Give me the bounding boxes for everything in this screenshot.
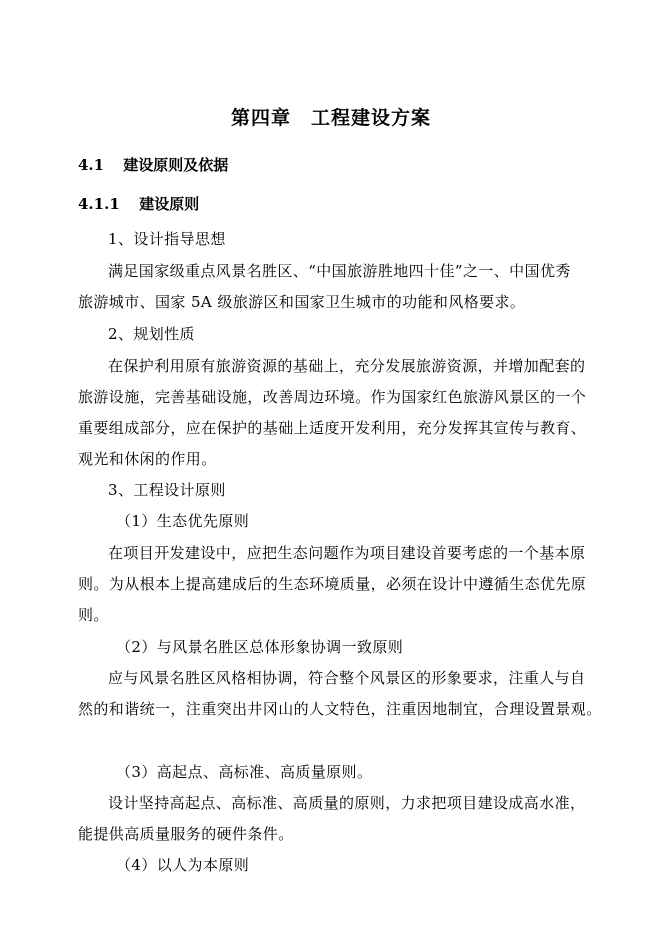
- paragraph-line: 重要组成部分，应在保护的基础上适度开发利用，充分发挥其宣传与教育、: [78, 419, 587, 437]
- paragraph-line: 设计坚持高起点、高标准、高质量的原则，力求把项目建设成高水准，: [108, 794, 586, 812]
- paragraph-line: 然的和谐统一，注重突出井冈山的人文特色，注重因地制宜，合理设置景观。: [78, 700, 602, 718]
- subheading-planning-nature: 2、规划性质: [108, 325, 195, 343]
- section-number: 4.1.1: [78, 195, 120, 213]
- chapter-title: 第四章 工程建设方案: [230, 107, 431, 129]
- paragraph-line: 满足国家级重点风景名胜区、“中国旅游胜地四十佳”之一、中国优秀: [108, 262, 571, 280]
- paragraph-line: 在项目开发建设中，应把生态问题作为项目建设首要考虑的一个基本原: [108, 544, 586, 562]
- paragraph-line: 应与风景名胜区风格相协调，符合整个风景区的形象要求，注重人与自: [108, 669, 586, 687]
- subheading-people-oriented: （4）以人为本原则: [116, 856, 250, 874]
- section-heading-4-1-1: [78, 194, 199, 214]
- subheading-engineering-principles: 3、工程设计原则: [108, 481, 226, 499]
- paragraph-line: 观光和休闲的作用。: [78, 450, 217, 468]
- subheading-scenic-coordination: （2）与风景名胜区总体形象协调一致原则: [116, 638, 404, 656]
- section-title: 建设原则: [139, 195, 200, 213]
- paragraph-line: 在保护利用原有旅游资源的基础上，充分发展旅游资源，并增加配套的: [108, 357, 586, 375]
- subheading-high-standard: （3）高起点、高标准、高质量原则。: [116, 763, 373, 781]
- subheading-ecology-first: （1）生态优先原则: [116, 512, 250, 530]
- section-number: 4.1: [78, 156, 105, 174]
- subheading-design-guideline: 1、设计指导思想: [108, 230, 226, 248]
- section-heading-4-1: [78, 155, 228, 175]
- paragraph-line: 能提供高质量服务的硬件条件。: [78, 825, 294, 843]
- paragraph-line: 则。为从根本上提高建成后的生态环境质量，必须在设计中遵循生态优先原: [78, 575, 587, 593]
- paragraph-line: 旅游设施，完善基础设施，改善周边环境。作为国家红色旅游风景区的一个: [78, 388, 587, 406]
- paragraph-line: 旅游城市、国家 5A 级旅游区和国家卫生城市的功能和风格要求。: [78, 293, 526, 311]
- paragraph-line: 则。: [78, 606, 109, 624]
- section-title: 建设原则及依据: [123, 156, 229, 174]
